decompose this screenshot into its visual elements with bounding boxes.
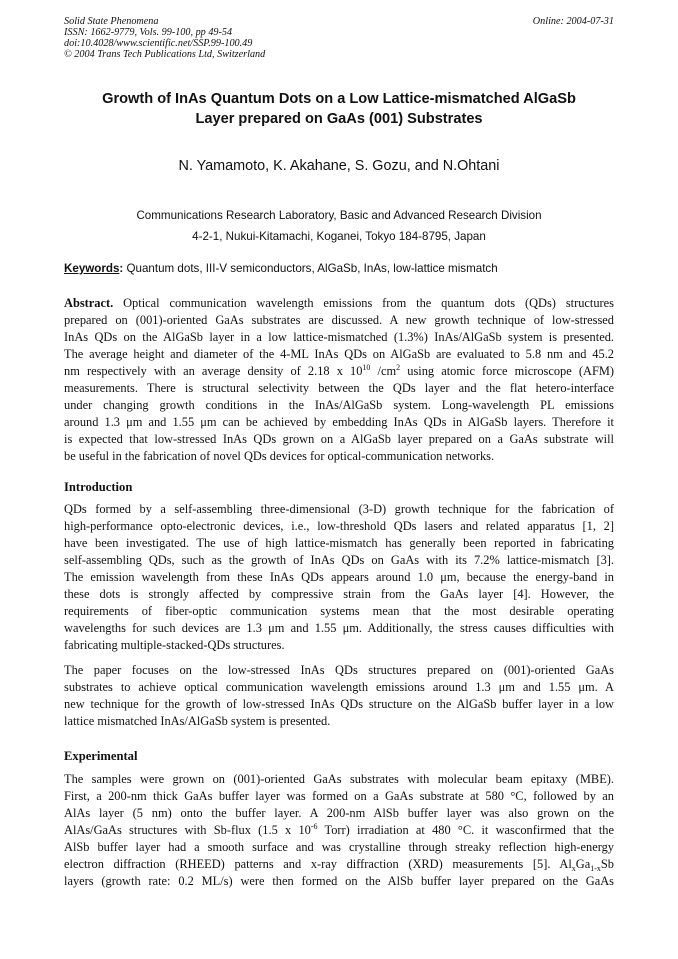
abstract-line: The average height and diameter of the 4-ML InAs QDs on AlGaSb are evaluated to 5.8 nm and 45.2 xyxy=(64,347,614,361)
abstract-label: Abstract. xyxy=(64,296,114,310)
keywords-colon: : xyxy=(119,262,124,275)
abstract-line: around 1.3 μm and 1.55 μm can be achieved by embedding InAs QDs in AlGaSb layers. Therefore it xyxy=(64,415,614,429)
title-line-1: Growth of InAs Quantum Dots on a Low Lattice-mismatched AlGaSb xyxy=(102,91,576,107)
subscript: x xyxy=(571,864,576,873)
abstract-line: measurements. There is structural selectivity between the QDs layer and the flat hetero-interface xyxy=(64,381,614,395)
intro-line: new technique for the growth of low-stressed InAs QDs structure on the AlGaSb buffer layer in a low xyxy=(64,697,614,711)
intro-line: QDs formed by a self-assembling three-dimensional (3-D) growth technique for the fabrication of xyxy=(64,502,614,516)
abstract-line: is expected that low-stressed InAs QDs grown on a AlGaSb layer prepared on a GaAs substrate will xyxy=(64,432,614,446)
experimental-paragraph xyxy=(64,771,614,890)
introduction-paragraph-1 xyxy=(64,501,614,654)
abstract xyxy=(64,295,614,465)
journal-name: Solid State Phenomena xyxy=(64,16,159,27)
exp-text: electron diffraction (RHEED) patterns and x-ray diffraction (XRD) measurements [5]. Al xyxy=(64,857,572,871)
affiliation-line-1: Communications Research Laboratory, Basic and Advanced Research Division xyxy=(136,209,542,222)
exp-line: AlSb buffer layer had a smooth surface and was crystalline through streaky reflection high-energy xyxy=(64,840,614,854)
exp-text: AlAs/GaAs structures with Sb-flux (1.5 x 10 xyxy=(64,823,311,837)
intro-line: requirements of fiber-optic communication systems mean that the most desirable operating xyxy=(64,604,614,618)
intro-line: substrates to achieve optical communication wavelength emissions around 1.3 μm and 1.55 μm. A xyxy=(64,680,614,694)
intro-line: lattice mismatched InAs/AlGaSb system is presented. xyxy=(64,714,331,728)
online-date: Online: 2004-07-31 xyxy=(532,16,614,27)
author-list: N. Yamamoto, K. Akahane, S. Gozu, and N.Ohtani xyxy=(178,158,500,174)
exp-line: AlAs layer (5 nm) onto the buffer layer. A 200-nm AlSb buffer layer was also grown on the xyxy=(64,806,614,820)
keywords-text: Quantum dots, III-V semiconductors, AlGaSb, InAs, low-lattice mismatch xyxy=(123,262,498,275)
intro-line: The paper focuses on the low-stressed InAs QDs structures prepared on (001)-oriented GaAs xyxy=(64,663,614,677)
superscript: 2 xyxy=(396,363,401,372)
exp-text: Torr) irradiation at 480 °C. it wasconfirmed that the xyxy=(317,823,614,837)
intro-line: The emission wavelength from these InAs QDs appears around 1.0 μm, because the energy-band in xyxy=(64,570,614,584)
doi-line: doi:10.4028/www.scientific.net/SSP.99-100.49 xyxy=(64,38,253,49)
exp-line: layers (growth rate: 0.2 ML/s) were then formed on the AlSb buffer layer prepared on the GaAs xyxy=(64,874,614,888)
exp-text: Sb xyxy=(600,857,614,871)
keywords-label: Keywords xyxy=(64,262,120,275)
exp-line xyxy=(64,856,614,873)
superscript: -6 xyxy=(310,822,318,831)
title-line-2: Layer prepared on GaAs (001) Substrates xyxy=(195,111,483,127)
superscript: 10 xyxy=(362,363,371,372)
abstract-text: /cm xyxy=(370,364,397,378)
copyright-line: © 2004 Trans Tech Publications Ltd, Switzerland xyxy=(64,49,266,60)
intro-line: these dots is strongly affected by compressive strain from the GaAs layer [4]. However, the xyxy=(64,587,614,601)
experimental-heading: Experimental xyxy=(64,749,138,763)
exp-line: The samples were grown on (001)-oriented GaAs substrates with molecular beam epitaxy (MBE). xyxy=(64,772,614,786)
exp-line: First, a 200-nm thick GaAs buffer layer was formed on a GaAs substrate at 580 °C, followed by an xyxy=(64,789,614,803)
introduction-heading: Introduction xyxy=(64,480,133,494)
abstract-text: using atomic force microscope (AFM) xyxy=(400,364,614,378)
intro-line: wavelengths for such devices are 1.3 μm and 1.55 μm. Additionally, the stress causes difficulties with xyxy=(64,621,614,635)
intro-line: fabricating multiple-stacked-QDs structures. xyxy=(64,638,285,652)
affiliation xyxy=(64,205,614,247)
exp-line xyxy=(64,822,614,839)
intro-line: high-performance opto-electronic devices, i.e., low-threshold QDs lasers and related apparatus [1, 2] xyxy=(64,519,614,533)
abstract-line: be useful in the fabrication of novel QDs devices for optical-communication networks. xyxy=(64,449,495,463)
intro-line: self-assembling QDs, such as the growth of InAs QDs on GaAs with its 7.2% lattice-mismatch [3]. xyxy=(64,553,614,567)
abstract-line xyxy=(64,295,614,312)
journal-header xyxy=(64,16,265,60)
intro-line: have been investigated. The use of high lattice-mismatch has generally been reported in fabricating xyxy=(64,536,614,550)
affiliation-line-2: 4-2-1, Nukui-Kitamachi, Koganei, Tokyo 184-8795, Japan xyxy=(192,230,486,243)
abstract-text: Optical communication wavelength emissions from the quantum dots (QDs) structures xyxy=(113,296,614,310)
subscript: 1-x xyxy=(590,864,601,873)
abstract-line: prepared on (001)-oriented GaAs substrates are discussed. A new growth technique of low-stressed xyxy=(64,313,614,327)
abstract-line: under changing growth conditions in the InAs/AlGaSb system. Long-wavelength PL emissions xyxy=(64,398,614,412)
abstract-line: InAs QDs on the AlGaSb layer in a low lattice-mismatched (1.3%) InAs/AlGaSb system is presented. xyxy=(64,330,614,344)
issn-line: ISSN: 1662-9779, Vols. 99-100, pp 49-54 xyxy=(64,27,233,38)
abstract-text: nm respectively with an average density of 2.18 x 10 xyxy=(64,364,363,378)
paper-title xyxy=(64,89,614,129)
introduction-paragraph-2 xyxy=(64,662,614,730)
keywords xyxy=(64,262,614,276)
abstract-line xyxy=(64,363,614,380)
exp-text: Ga xyxy=(575,857,591,871)
